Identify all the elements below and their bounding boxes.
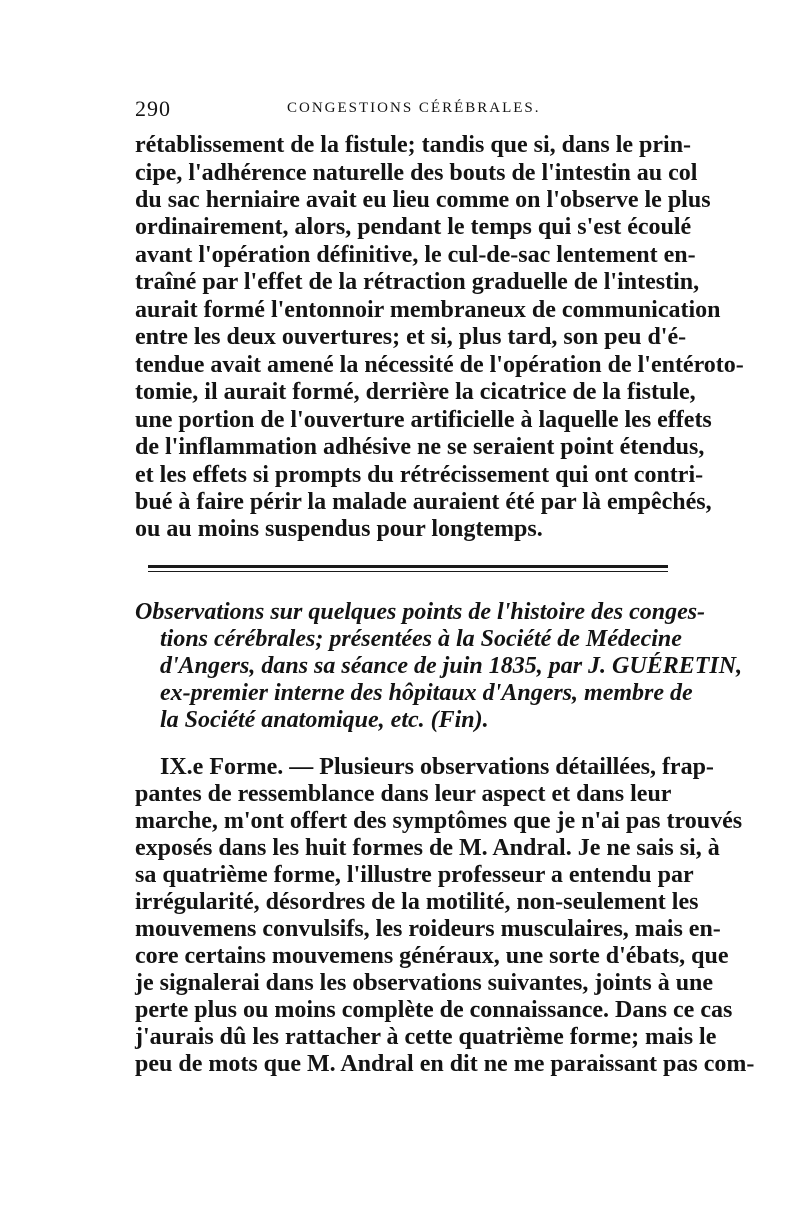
title-line: Observations sur quelques points de l'histoire des conges- xyxy=(135,599,706,625)
title-line: ex-premier interne des hôpitaux d'Angers, membre de xyxy=(160,680,693,706)
text-line: et les effets si prompts du rétrécissement qui ont contri- xyxy=(135,462,704,488)
text-line: j'aurais dû les rattacher à cette quatrième forme; mais le xyxy=(135,1024,717,1050)
title-line: la Société anatomique, etc. (Fin). xyxy=(160,707,489,733)
page-header xyxy=(135,96,670,128)
text-line: ou au moins suspendus pour longtemps. xyxy=(135,516,543,542)
text-line: tomie, il aurait formé, derrière la cicatrice de la fistule, xyxy=(135,379,696,405)
text-line: sa quatrième forme, l'illustre professeur a entendu par xyxy=(135,862,694,888)
text-line: perte plus ou moins complète de connaissance. Dans ce cas xyxy=(135,997,733,1023)
text-line: avant l'opération définitive, le cul-de-sac lentement en- xyxy=(135,242,696,268)
text-line: du sac herniaire avait eu lieu comme on l'observe le plus xyxy=(135,187,711,213)
text-line: marche, m'ont offert des symptômes que je n'ai pas trouvés xyxy=(135,808,743,834)
text-line: irrégularité, désordres de la motilité, non-seulement les xyxy=(135,889,699,915)
text-line: je signalerai dans les observations suivantes, joints à une xyxy=(135,970,714,996)
text-line: cipe, l'adhérence naturelle des bouts de l'intestin au col xyxy=(135,160,698,186)
text-line: tendue avait amené la nécessité de l'opération de l'entéroto- xyxy=(135,352,744,378)
page-number: 290 xyxy=(135,96,171,121)
text-line: de l'inflammation adhésive ne se seraient point étendus, xyxy=(135,434,705,460)
section-divider-thin xyxy=(148,571,668,572)
text-line: ordinairement, alors, pendant le temps qui s'est écoulé xyxy=(135,214,692,240)
text-line: bué à faire périr la malade auraient été par là empêchés, xyxy=(135,489,712,515)
text-line: aurait formé l'entonnoir membraneux de communication xyxy=(135,297,721,323)
text-line: exposés dans les huit formes de M. Andral. Je ne sais si, à xyxy=(135,835,720,861)
section-divider xyxy=(148,565,668,568)
title-line: d'Angers, dans sa séance de juin 1835, par J. GUÉRETIN, xyxy=(160,653,743,679)
running-title: CONGESTIONS CÉRÉBRALES. xyxy=(287,100,541,116)
text-line: mouvemens convulsifs, les roideurs musculaires, mais en- xyxy=(135,916,721,942)
text-line: IX.e Forme. — Plusieurs observations détaillées, frap- xyxy=(160,754,714,780)
text-line: peu de mots que M. Andral en dit ne me paraissant pas com- xyxy=(135,1051,755,1077)
title-line: tions cérébrales; présentées à la Société de Médecine xyxy=(160,626,682,652)
text-line: une portion de l'ouverture artificielle à laquelle les effets xyxy=(135,407,712,433)
text-line: entre les deux ouvertures; et si, plus tard, son peu d'é- xyxy=(135,324,687,350)
text-line: rétablissement de la fistule; tandis que si, dans le prin- xyxy=(135,132,692,158)
text-line: core certains mouvemens généraux, une sorte d'ébats, que xyxy=(135,943,729,969)
text-line: traîné par l'effet de la rétraction graduelle de l'intestin, xyxy=(135,269,700,295)
text-line: pantes de ressemblance dans leur aspect et dans leur xyxy=(135,781,672,807)
